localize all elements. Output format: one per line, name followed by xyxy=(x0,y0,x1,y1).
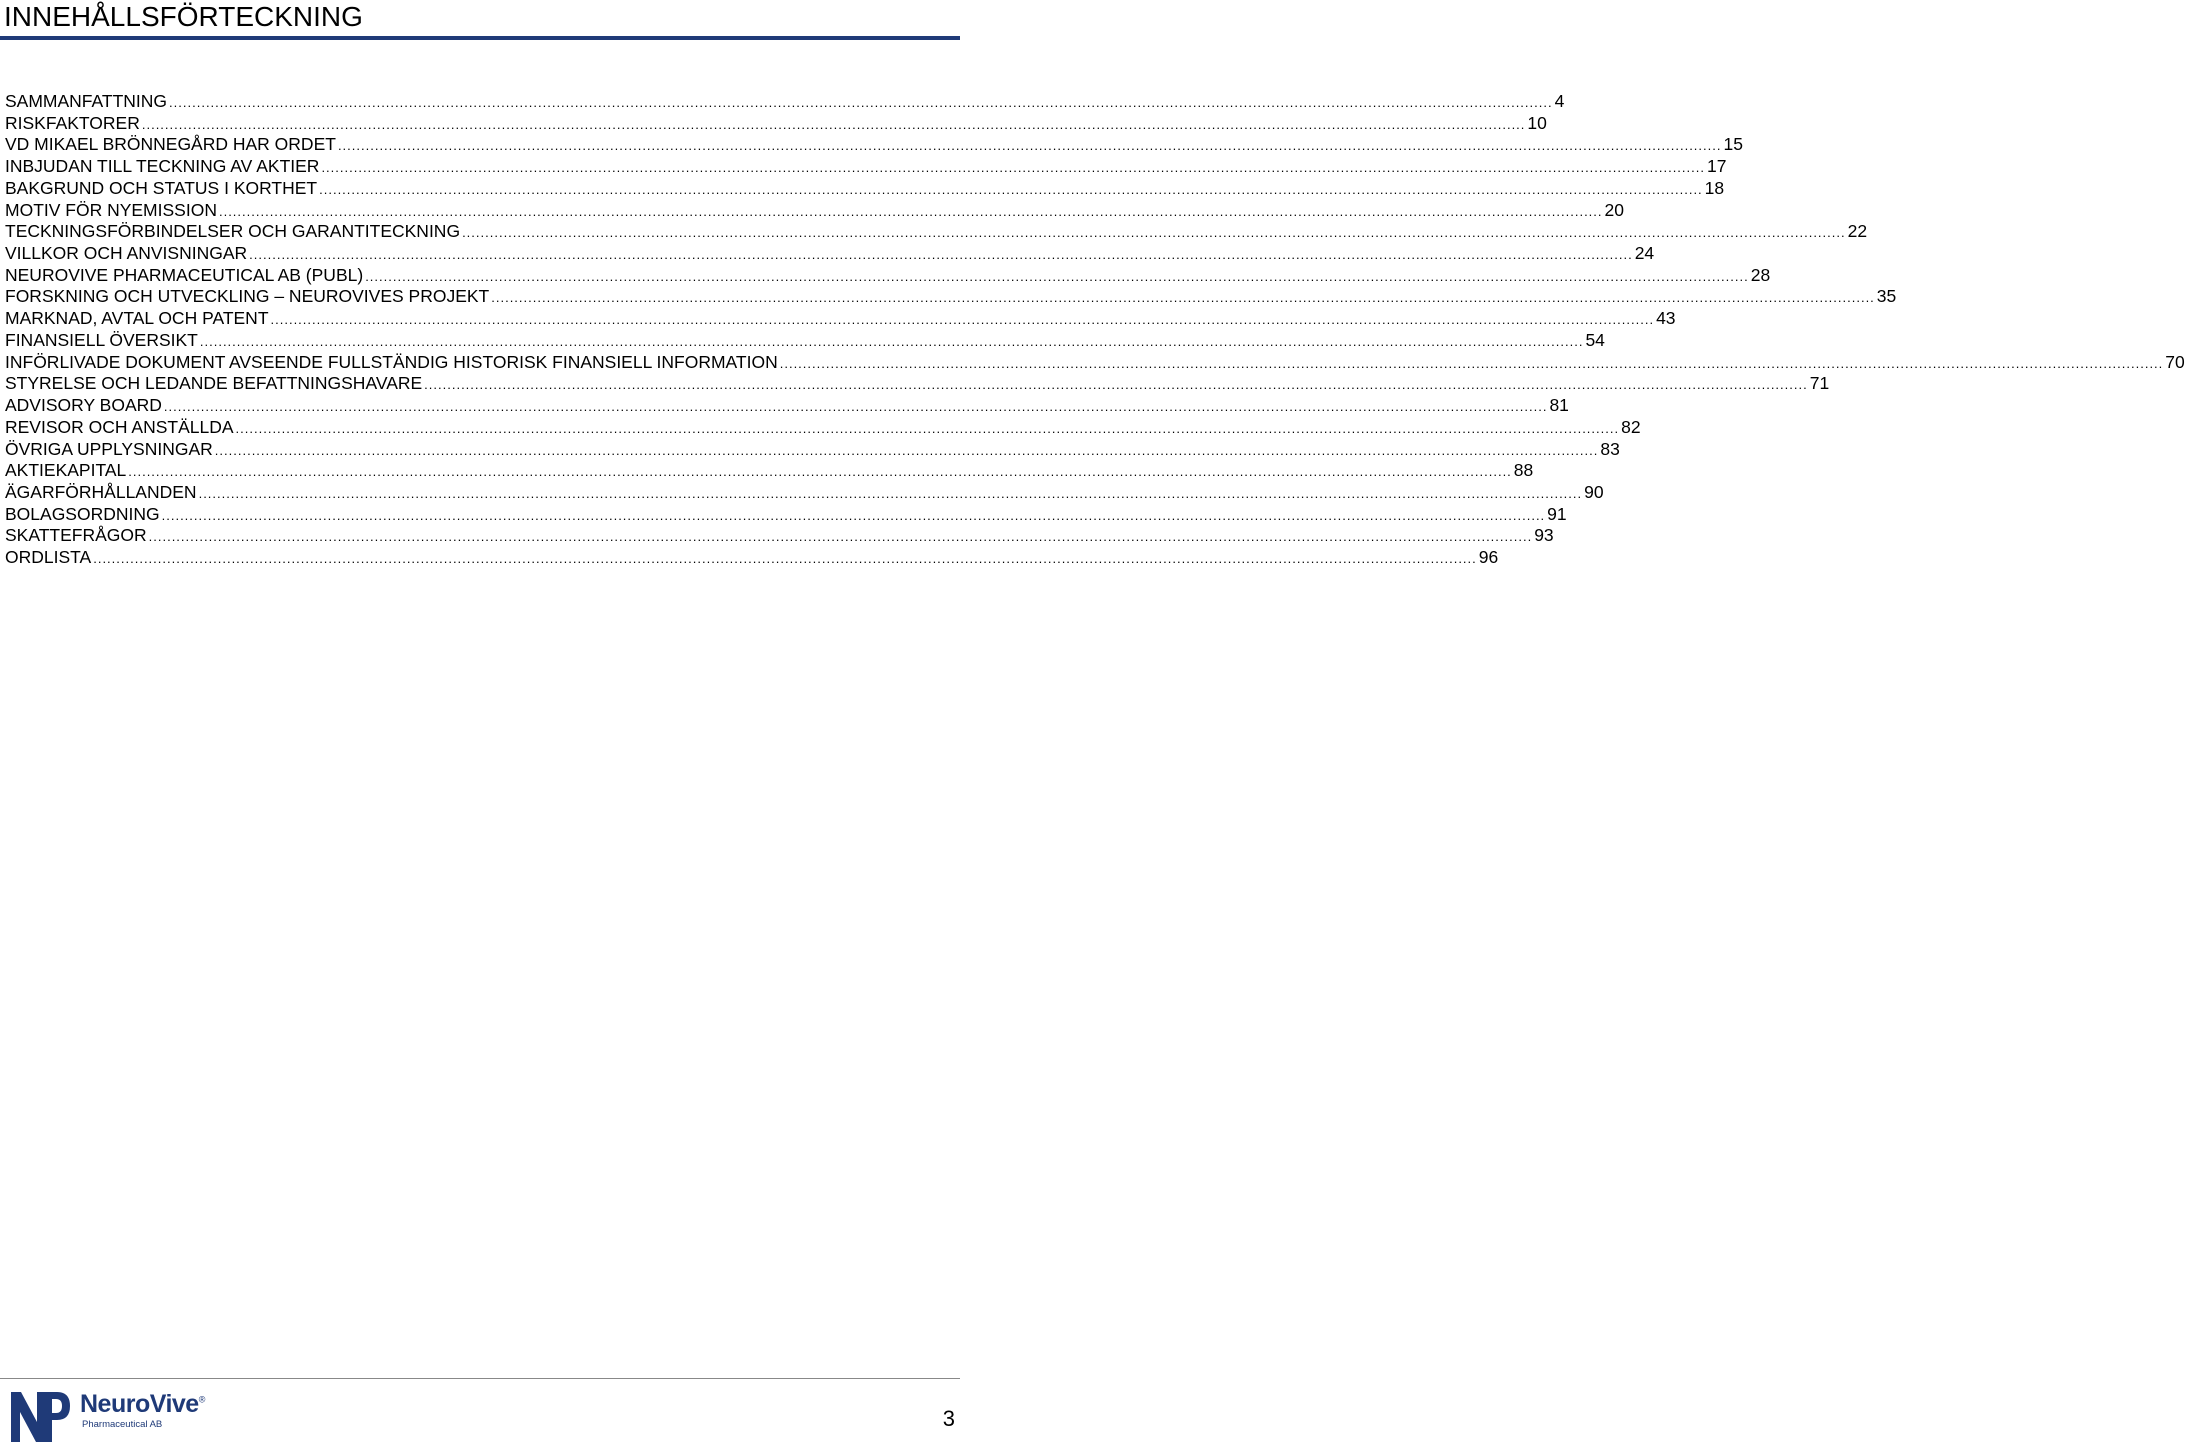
toc-entry[interactable] xyxy=(5,156,1727,178)
toc-entry[interactable] xyxy=(5,547,1499,569)
toc-entry-label: ÖVRIGA UPPLYSNINGAR xyxy=(5,438,213,459)
toc-entry-page: 35 xyxy=(1876,286,1897,307)
footer-divider xyxy=(0,1378,960,1379)
toc-entry-label: FORSKNING OCH UTVECKLING – NEUROVIVES PROJEKT xyxy=(5,286,490,307)
toc-entry-label: NEUROVIVE PHARMACEUTICAL AB (PUBL) xyxy=(5,264,364,285)
toc-entry-label: SAMMANFATTNING xyxy=(5,91,168,111)
toc-entry[interactable] xyxy=(5,177,1725,200)
toc-entry[interactable] xyxy=(5,134,1743,156)
toc-entry-label: INBJUDAN TILL TECKNING AV AKTIER xyxy=(5,156,320,177)
toc-entry[interactable] xyxy=(5,503,1567,526)
toc-entry-page: 43 xyxy=(1656,308,1676,329)
toc-entry[interactable] xyxy=(5,329,1605,352)
toc-dot-leader: ............................................................................................................................................................................................................................................................................................................ xyxy=(249,247,1633,263)
toc-entry-label: AKTIEKAPITAL xyxy=(5,460,127,481)
toc-dot-leader: ............................................................................................................................................................................................................................................................................................................ xyxy=(93,551,1477,567)
toc-entry-page: 90 xyxy=(1584,481,1604,502)
logo-wordmark: NeuroVive® xyxy=(80,1390,205,1418)
toc-entry[interactable] xyxy=(5,199,1624,222)
toc-entry[interactable] xyxy=(5,416,1641,439)
toc-entry-page: 96 xyxy=(1478,547,1499,568)
toc-dot-leader: ............................................................................................................................................................................................................................................................................................................ xyxy=(337,138,1722,154)
toc-entry[interactable] xyxy=(5,243,1655,265)
toc-entry-page: 88 xyxy=(1513,460,1534,481)
toc-dot-leader: ............................................................................................................................................................................................................................................................................................................ xyxy=(491,290,1875,306)
toc-entry[interactable] xyxy=(5,286,1897,308)
toc-entry-page: 10 xyxy=(1527,112,1547,133)
page-title: INNEHÅLLSFÖRTECKNING xyxy=(4,1,363,32)
toc-entry-page: 71 xyxy=(1809,373,1830,394)
toc-entry[interactable] xyxy=(5,112,1547,135)
toc-entry-page: 83 xyxy=(1600,438,1620,459)
toc-entry-label: FINANSIELL ÖVERSIKT xyxy=(5,329,198,350)
toc-entry-label: TECKNINGSFÖRBINDELSER OCH GARANTITECKNING xyxy=(5,221,461,242)
toc-dot-leader: ............................................................................................................................................................................................................................................................................................................ xyxy=(163,399,1548,415)
toc-dot-leader: ............................................................................................................................................................................................................................................................................................................ xyxy=(148,529,1533,545)
toc-entry-label: BOLAGSORDNING xyxy=(5,503,160,524)
toc-dot-leader: ............................................................................................................................................................................................................................................................................................................ xyxy=(365,268,1749,284)
toc-dot-leader: ............................................................................................................................................................................................................................................................................................................ xyxy=(319,181,1703,197)
toc-dot-leader: ............................................................................................................................................................................................................................................................................................................ xyxy=(218,203,1603,219)
toc-dot-leader: ............................................................................................................................................................................................................................................................................................................ xyxy=(424,377,1808,393)
toc-entry-label: ÄGARFÖRHÅLLANDEN xyxy=(5,481,197,502)
toc-dot-leader: ............................................................................................................................................................................................................................................................................................................ xyxy=(779,355,2164,371)
toc-entry-label: ORDLISTA xyxy=(5,547,92,568)
toc-dot-leader: ............................................................................................................................................................................................................................................................................................................ xyxy=(235,420,1620,436)
toc-dot-leader: ............................................................................................................................................................................................................................................................................................................ xyxy=(270,312,1655,328)
toc-entry-page: 17 xyxy=(1706,156,1727,177)
toc-entry[interactable] xyxy=(5,351,2185,374)
toc-entry-label: ADVISORY BOARD xyxy=(5,395,162,416)
np-monogram-icon xyxy=(8,1388,74,1446)
toc-dot-leader: ............................................................................................................................................................................................................................................................................................................ xyxy=(462,225,1846,241)
page-number: 3 xyxy=(942,1406,955,1431)
toc-entry-label: BAKGRUND OCH STATUS I KORTHET xyxy=(5,177,318,198)
toc-entry[interactable] xyxy=(5,373,1830,395)
toc-entry-page: 20 xyxy=(1604,199,1624,220)
toc-entry-page: 24 xyxy=(1634,243,1655,264)
toc-dot-leader: ............................................................................................................................................................................................................................................................................................................ xyxy=(214,442,1599,458)
toc-dot-leader: ............................................................................................................................................................................................................................................................................................................ xyxy=(321,160,1705,176)
toc-entry-page: 91 xyxy=(1547,503,1567,524)
toc-entry-label: SKATTEFRÅGOR xyxy=(5,525,147,546)
toc-entry-label: RISKFAKTORER xyxy=(5,112,140,133)
toc-entry[interactable] xyxy=(5,525,1554,547)
toc-entry-page: 22 xyxy=(1847,221,1868,242)
toc-entry[interactable] xyxy=(5,481,1604,504)
table-of-contents xyxy=(5,91,2185,569)
toc-entry[interactable] xyxy=(5,264,1771,287)
toc-entry[interactable] xyxy=(5,460,1534,482)
toc-entry-label: MARKNAD, AVTAL OCH PATENT xyxy=(5,308,269,329)
logo-trademark: ® xyxy=(198,1394,205,1405)
toc-entry-label: STYRELSE OCH LEDANDE BEFATTNINGSHAVARE xyxy=(5,373,423,394)
toc-entry-label: INFÖRLIVADE DOKUMENT AVSEENDE FULLSTÄNDIG HISTORISK FINANSIELL INFORMATION xyxy=(5,351,778,372)
toc-entry-label: REVISOR OCH ANSTÄLLDA xyxy=(5,416,234,437)
toc-entry-page: 54 xyxy=(1585,329,1605,350)
toc-entry[interactable] xyxy=(5,395,1569,417)
toc-entry-page: 82 xyxy=(1621,416,1641,437)
toc-entry-page: 15 xyxy=(1723,134,1743,155)
neurovive-logo xyxy=(8,1388,208,1446)
toc-entry-label: VILLKOR OCH ANVISNINGAR xyxy=(5,243,248,264)
toc-dot-leader: ............................................................................................................................................................................................................................................................................................................ xyxy=(169,95,1553,110)
toc-dot-leader: ............................................................................................................................................................................................................................................................................................................ xyxy=(198,485,1583,501)
toc-entry-label: MOTIV FÖR NYEMISSION xyxy=(5,199,217,220)
logo-subtitle: Pharmaceutical AB xyxy=(82,1419,163,1430)
toc-entry-page: 93 xyxy=(1534,525,1554,546)
toc-entry-page: 70 xyxy=(2165,351,2185,372)
title-underline xyxy=(0,36,960,40)
toc-dot-leader: ............................................................................................................................................................................................................................................................................................................ xyxy=(199,333,1584,349)
toc-entry-page: 18 xyxy=(1704,177,1725,198)
toc-entry-page: 28 xyxy=(1750,264,1771,285)
toc-dot-leader: ............................................................................................................................................................................................................................................................................................................ xyxy=(141,116,1526,132)
toc-entry[interactable] xyxy=(5,438,1620,461)
toc-entry-label: VD MIKAEL BRÖNNEGÅRD HAR ORDET xyxy=(5,134,336,155)
toc-dot-leader: ............................................................................................................................................................................................................................................................................................................ xyxy=(161,507,1546,523)
toc-dot-leader: ............................................................................................................................................................................................................................................................................................................ xyxy=(128,464,1512,480)
toc-entry[interactable] xyxy=(5,308,1676,330)
toc-entry[interactable] xyxy=(5,221,1868,243)
toc-entry[interactable] xyxy=(5,91,1565,113)
toc-entry-page: 81 xyxy=(1549,395,1569,416)
toc-entry-page: 4 xyxy=(1554,91,1565,111)
